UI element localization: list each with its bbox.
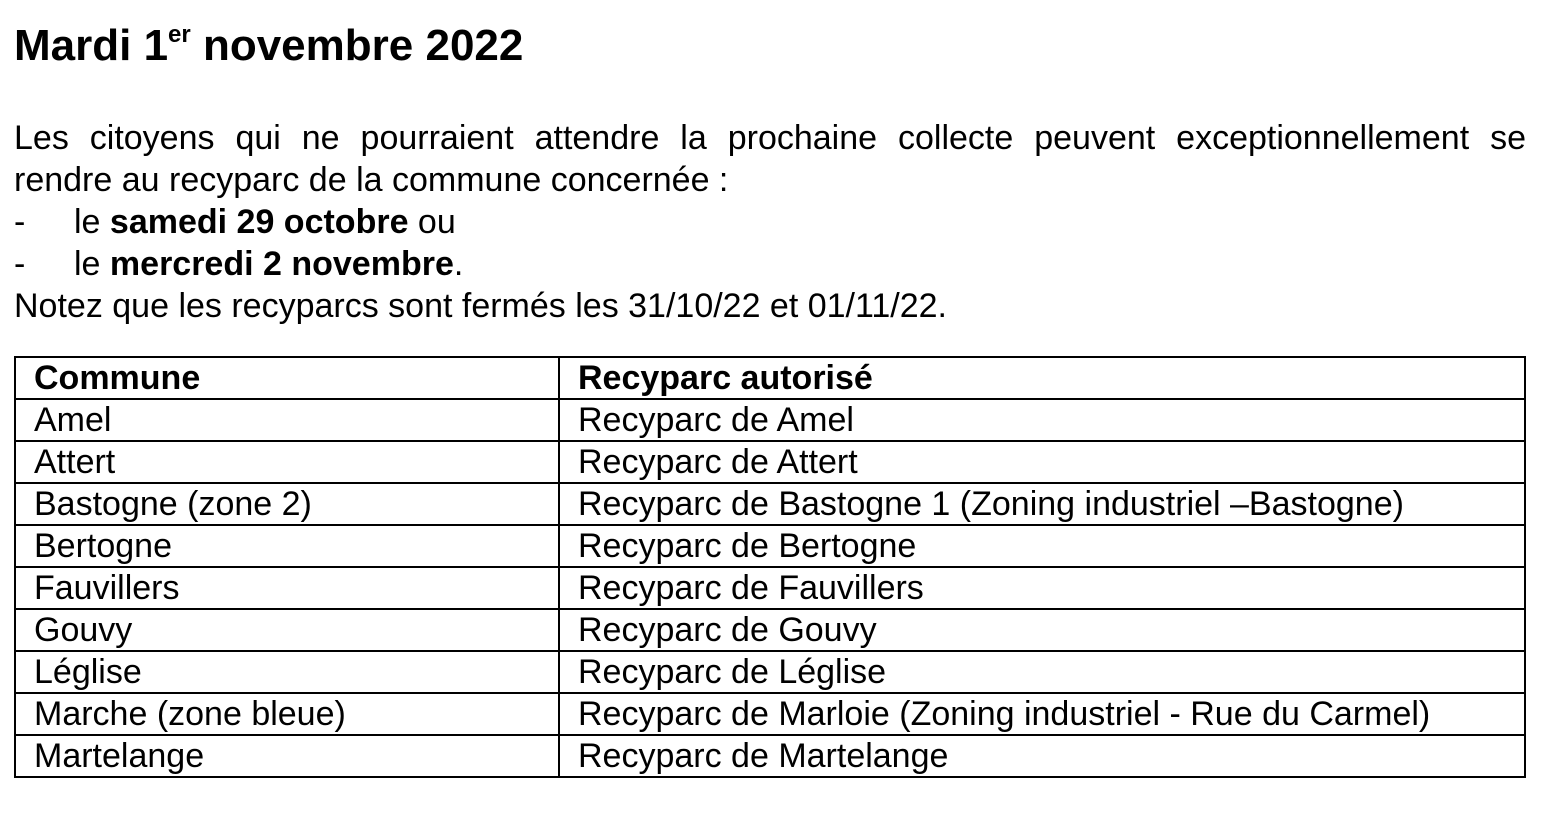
cell-recyparc: Recyparc de Amel	[559, 399, 1525, 441]
bullet-dash: -	[14, 245, 26, 283]
bullet-pre: le	[74, 245, 110, 283]
table-row	[15, 441, 1525, 483]
header-commune: Commune	[15, 357, 559, 399]
cell-commune: Léglise	[15, 651, 559, 693]
bullet-text	[74, 243, 463, 285]
cell-recyparc: Recyparc de Fauvillers	[559, 567, 1525, 609]
table-row	[15, 399, 1525, 441]
intro-line-2: rendre au recyparc de la commune concernée :	[14, 161, 729, 199]
bullet-item-2	[14, 243, 1526, 285]
table-row	[15, 525, 1525, 567]
title-suffix: novembre 2022	[190, 21, 524, 70]
table-row	[15, 609, 1525, 651]
cell-commune: Attert	[15, 441, 559, 483]
bullet-item-1	[14, 201, 1526, 243]
cell-commune: Bertogne	[15, 525, 559, 567]
bullet-dash: -	[14, 203, 26, 241]
cell-commune: Fauvillers	[15, 567, 559, 609]
cell-commune: Bastogne (zone 2)	[15, 483, 559, 525]
cell-commune: Marche (zone bleue)	[15, 693, 559, 735]
table-row	[15, 735, 1525, 777]
bullet-text	[74, 201, 456, 243]
cell-recyparc: Recyparc de Attert	[559, 441, 1525, 483]
document-page	[14, 18, 1526, 778]
intro-line-1: Les citoyens qui ne pourraient attendre la prochaine collecte peuvent exceptionnellement se	[14, 119, 1526, 157]
cell-recyparc: Recyparc de Léglise	[559, 651, 1525, 693]
table-header-row	[15, 357, 1525, 399]
closure-note: Notez que les recyparcs sont fermés les 31/10/22 et 01/11/22.	[14, 287, 948, 325]
bullet-bold: samedi 29 octobre	[109, 203, 409, 241]
cell-commune: Martelange	[15, 735, 559, 777]
recyparc-table	[14, 356, 1526, 778]
bullet-bold: mercredi 2 novembre	[109, 245, 454, 283]
cell-commune: Amel	[15, 399, 559, 441]
header-recyparc: Recyparc autorisé	[559, 357, 1525, 399]
cell-recyparc: Recyparc de Marloie (Zoning industriel - Rue du Carmel)	[559, 693, 1525, 735]
cell-recyparc: Recyparc de Martelange	[559, 735, 1525, 777]
table-row	[15, 567, 1525, 609]
table-row	[15, 693, 1525, 735]
table-row	[15, 651, 1525, 693]
cell-recyparc: Recyparc de Bastogne 1 (Zoning industriel –Bastogne)	[559, 483, 1525, 525]
table-row	[15, 483, 1525, 525]
title-prefix: Mardi 1	[14, 21, 169, 70]
bullet-pre: le	[74, 203, 110, 241]
bullet-post: ou	[408, 203, 456, 241]
cell-recyparc: Recyparc de Gouvy	[559, 609, 1525, 651]
page-title	[14, 18, 1526, 74]
bullet-post: .	[453, 245, 464, 283]
cell-recyparc: Recyparc de Bertogne	[559, 525, 1525, 567]
intro-text	[14, 117, 1526, 327]
cell-commune: Gouvy	[15, 609, 559, 651]
title-superscript: er	[168, 21, 191, 48]
